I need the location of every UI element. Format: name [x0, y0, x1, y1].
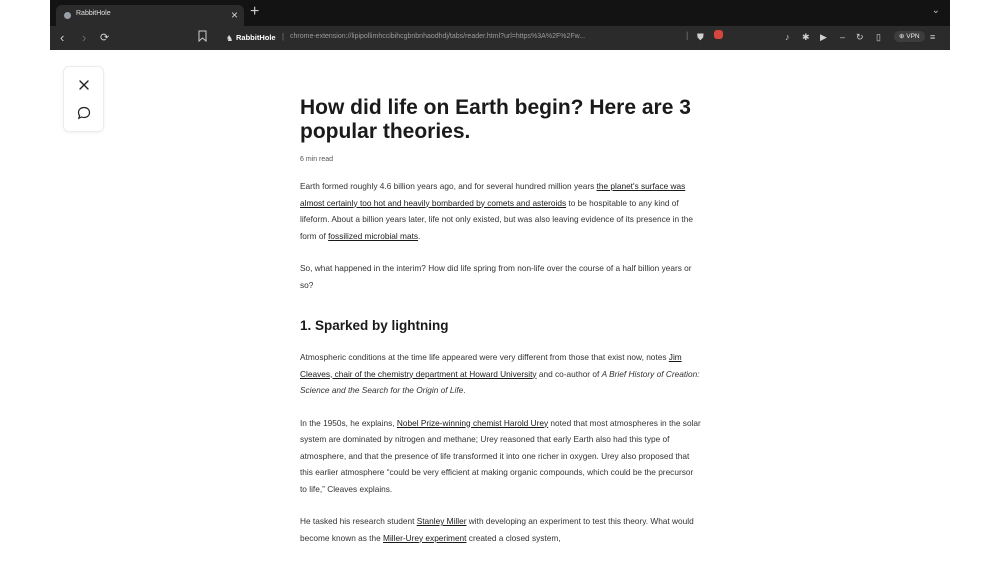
comment-icon[interactable] [76, 105, 92, 121]
paragraph-text: He tasked his research student [300, 516, 417, 526]
extension-1-icon[interactable]: ♪ [785, 32, 790, 42]
tab-rabbithole[interactable] [56, 5, 244, 26]
article-paragraph [300, 349, 702, 399]
url-separator: | [282, 32, 285, 41]
vpn-button[interactable]: ⊕ VPN [894, 31, 925, 42]
paragraph-text: to be hospitable to any kind of lifeform. About a billion years later, life not only existed, but was also leaving evidence of its presence in the form of [300, 197, 693, 241]
paragraph-text: Atmospheric conditions at the time life appeared were very different from those that exist now, notes [300, 352, 669, 362]
article-link[interactable]: Nobel Prize-winning chemist Harold Urey [396, 417, 549, 428]
article-link[interactable]: the planet's surface was almost certainly too hot and heavily bombarded by comets and asteroids [300, 181, 686, 208]
tab-close-icon[interactable]: × [230, 8, 238, 22]
book-title: A Brief History of Creation: Science and the Search for the Origin of Life [300, 368, 700, 395]
paragraph-text: created a closed system, [466, 532, 561, 543]
paragraph-text: Earth formed roughly 4.6 billion years ago, and for several hundred million years [300, 181, 597, 191]
article-link[interactable]: Jim Cleaves, chair of the chemistry department at Howard University [300, 352, 682, 379]
paragraph-text: . [463, 385, 466, 395]
article-link[interactable]: Stanley Miller [416, 516, 467, 526]
article-paragraph: So, what happened in the interim? How did life spring from non-life over the course of a half billion years or so? [300, 263, 692, 290]
forward-arrow-icon[interactable]: › [82, 30, 87, 45]
read-time: 6 min read [300, 156, 334, 163]
paragraph-text: noted that most atmospheres in the solar system are dominated by nitrogen and methane; Urey reasoned that early Earth also had this type of atmosphere, and that the presence of life transformed it into one richer in oxygen. Urey also proposed that this earlier atmosphere “could be very efficient at making organic compounds, which could be the precursor to life,” Cleaves explains. [300, 417, 701, 494]
minimize-icon[interactable]: – [840, 32, 846, 42]
bookmark-icon[interactable] [198, 30, 207, 42]
extension-3-icon[interactable]: ▶ [820, 32, 827, 42]
section-heading: 1. Sparked by lightning [300, 318, 449, 333]
site-name: RabbitHole [236, 33, 276, 42]
paragraph-text: . [418, 230, 421, 241]
tab-search-chevron-icon[interactable]: ⌄ [931, 5, 940, 16]
tab-strip [50, 0, 950, 26]
paragraph-text: In the 1950s, he explains, [300, 417, 397, 428]
url-text[interactable]: chrome-extension://lipipollimhccibihcgbnbnhaodhdj/tabs/reader.html?url=https%3A%2F%2Fw... [290, 33, 586, 40]
article-paragraph [300, 178, 702, 244]
article-title: How did life on Earth begin? Here are 3 popular theories. [300, 96, 691, 143]
sidebar-toggle-icon[interactable]: ▯ [876, 32, 881, 42]
vpn-label: VPN [906, 33, 920, 40]
new-tab-button[interactable]: + [250, 3, 260, 20]
tab-title: RabbitHole [76, 10, 111, 17]
article-paragraph [300, 415, 702, 498]
browser-chrome [50, 0, 950, 50]
article-paragraph [300, 513, 702, 546]
extension-2-icon[interactable]: ✱ [802, 32, 810, 42]
back-arrow-icon[interactable]: ‹ [60, 30, 65, 45]
sync-icon[interactable]: ↻ [856, 32, 864, 42]
close-icon[interactable] [76, 77, 92, 93]
toolbar-divider: | [686, 30, 689, 40]
menu-icon[interactable]: ≡ [930, 32, 936, 42]
article-link[interactable]: fossilized microbial mats [328, 230, 419, 241]
rabbithole-site-icon: ♞ [226, 34, 234, 43]
shield-icon[interactable]: ⛊ [697, 32, 704, 42]
extension-badge-icon[interactable] [714, 30, 723, 39]
reader-side-controls [63, 66, 104, 132]
paragraph-text: with developing an experiment to test this theory. What would become known as the [300, 516, 694, 543]
reader-article [300, 96, 702, 546]
tab-favicon-icon [64, 12, 71, 19]
reload-icon[interactable]: ⟳ [100, 32, 110, 44]
toolbar [50, 26, 950, 50]
address-bar[interactable] [220, 29, 690, 47]
paragraph-text: and co-author of [536, 368, 602, 379]
article-link[interactable]: Miller-Urey experiment [383, 532, 467, 543]
